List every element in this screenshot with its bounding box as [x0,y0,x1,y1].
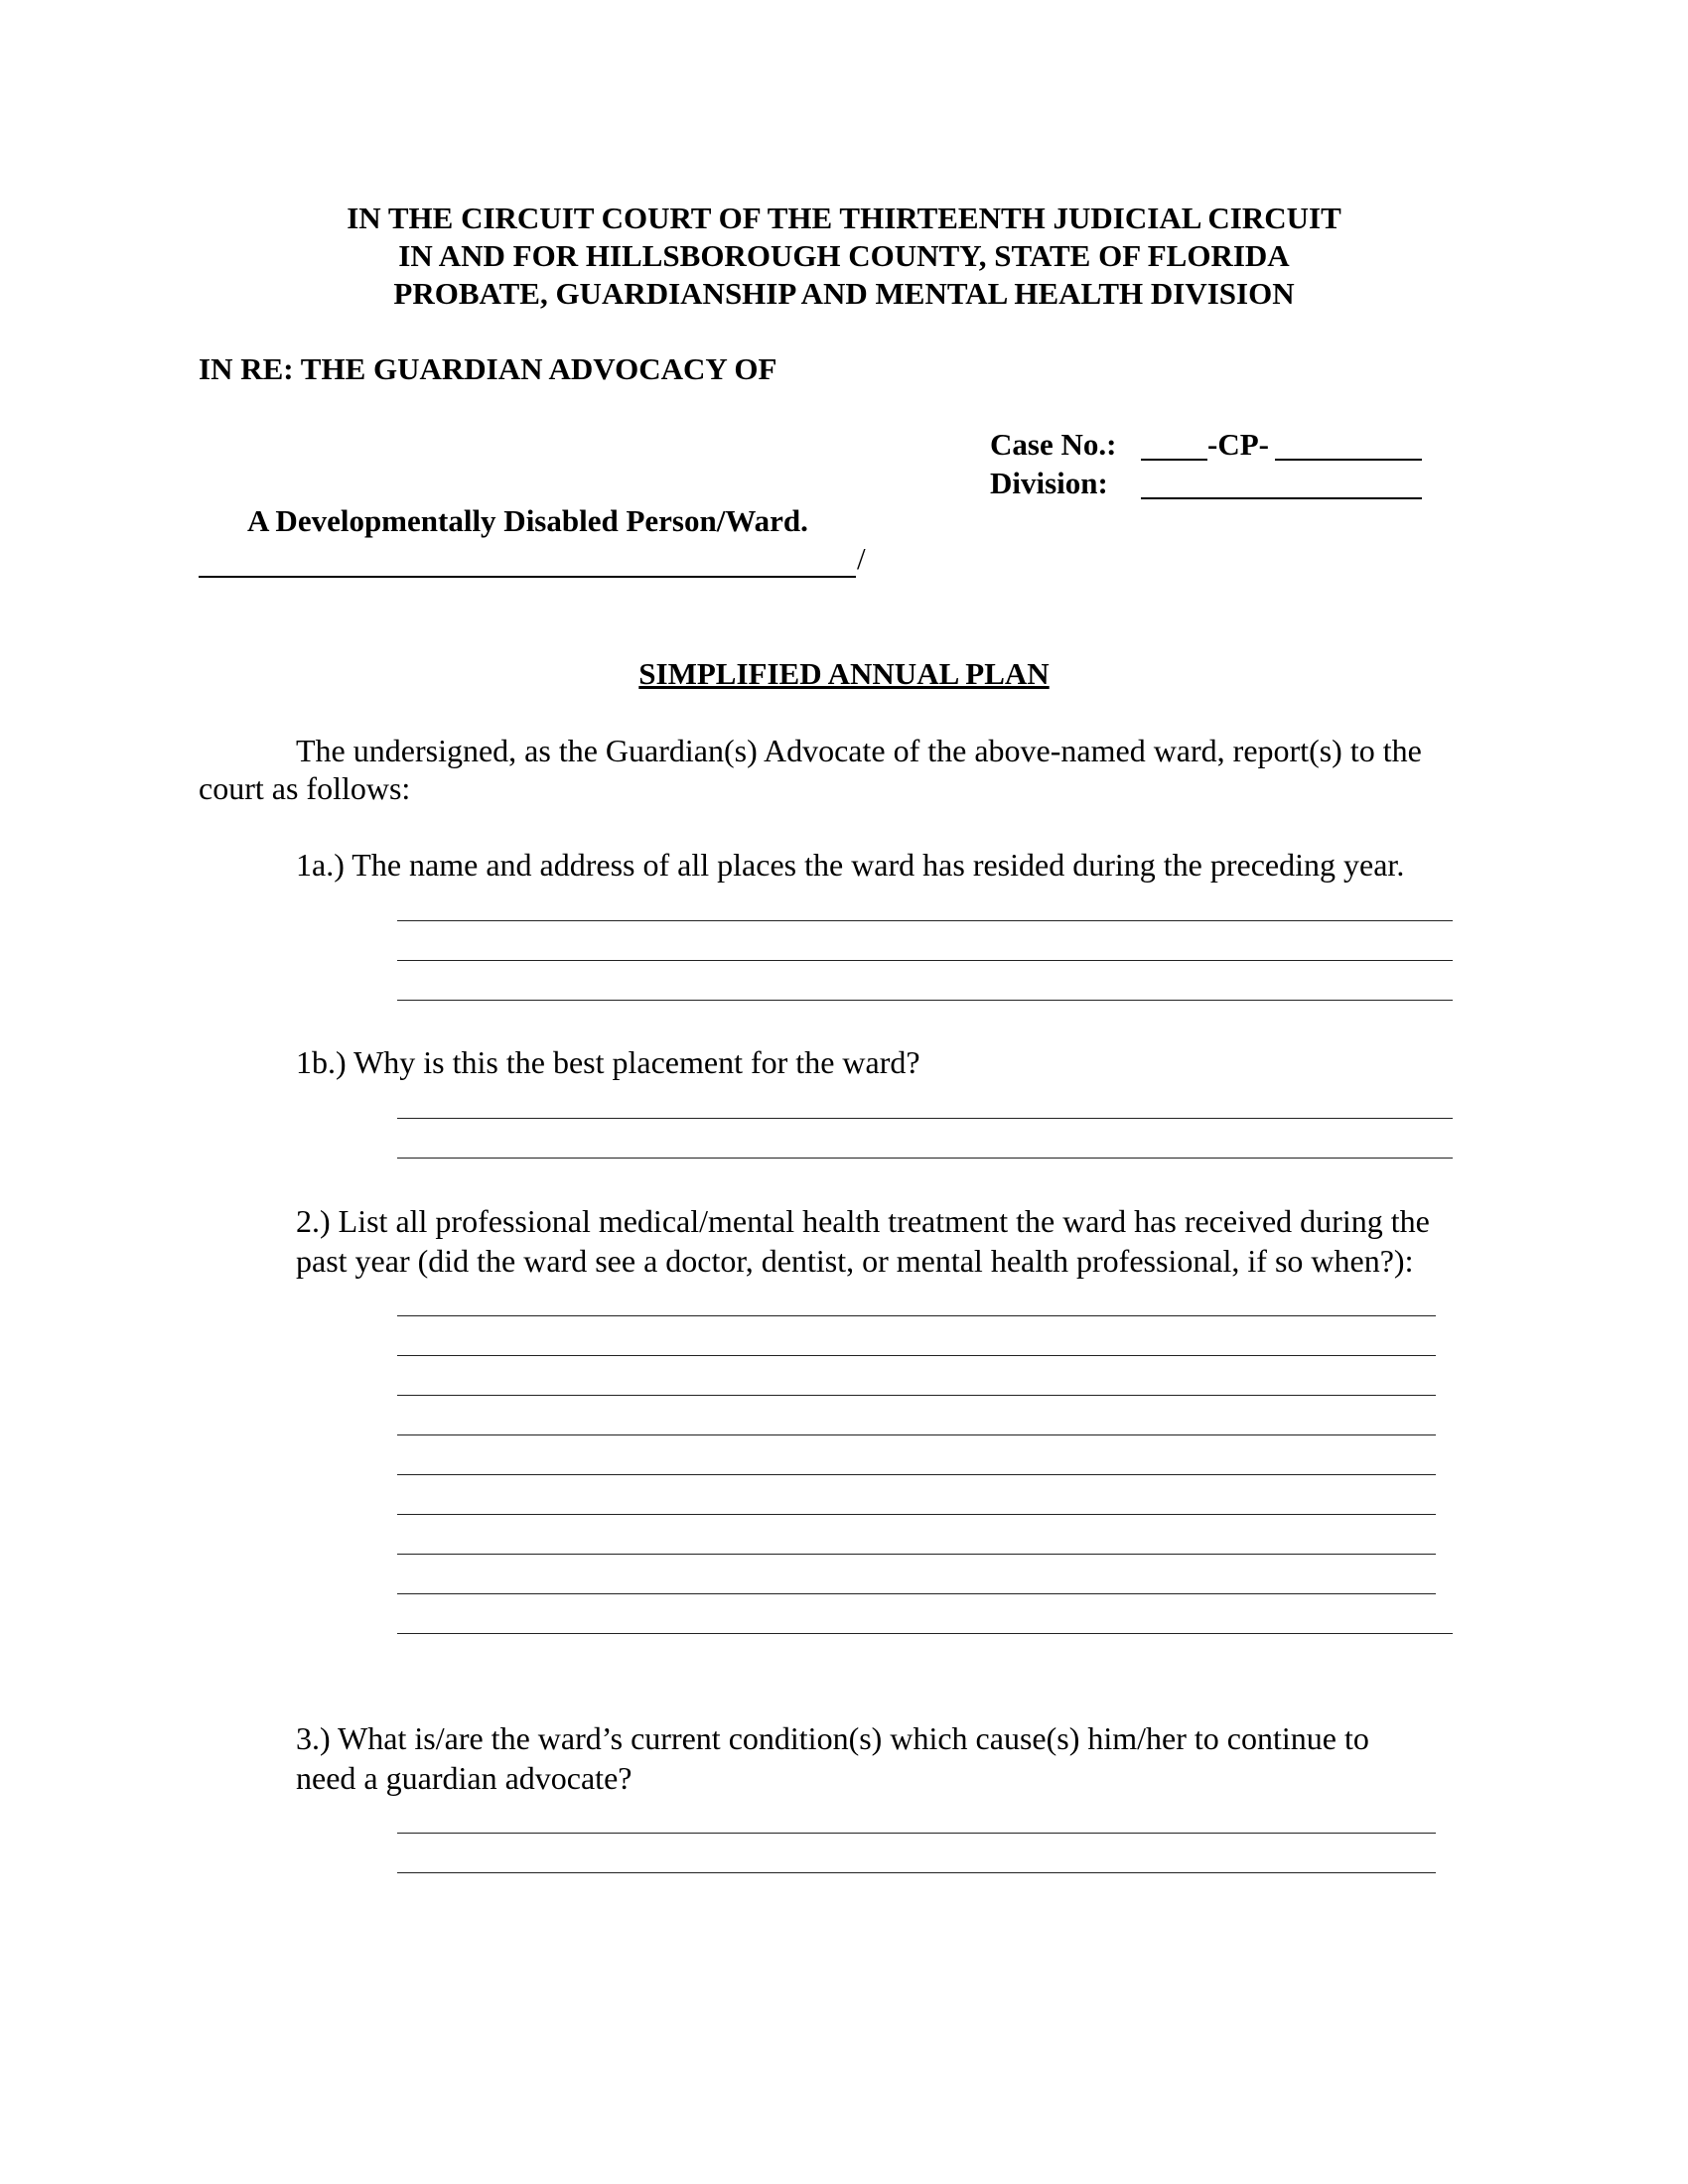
ward-label: A Developmentally Disabled Person/Ward. [247,503,808,538]
question-2-line-2: past year (did the ward see a doctor, dentist, or mental health professional, if so when?): [296,1243,1414,1279]
division-label: Division: [990,466,1108,500]
caption-slash: / [857,541,866,576]
answer-line-1b-1[interactable] [397,1118,1453,1119]
question-3-line-2: need a guardian advocate? [296,1760,633,1796]
case-number-label: Case No.: [990,427,1117,462]
ward-name-blank[interactable] [199,576,856,578]
answer-line-2-7[interactable] [397,1554,1436,1555]
answer-line-1a-1[interactable] [397,920,1453,921]
intro-line-1: The undersigned, as the Guardian(s) Advocate of the above-named ward, report(s) to the [296,733,1422,768]
in-re-heading: IN RE: THE GUARDIAN ADVOCACY OF [199,351,777,386]
answer-line-2-1[interactable] [397,1315,1436,1316]
court-caption-line-1: IN THE CIRCUIT COURT OF THE THIRTEENTH JUDICIAL CIRCUIT [347,201,1341,235]
answer-line-2-9[interactable] [397,1633,1453,1634]
question-3-line-1: 3.) What is/are the ward’s current condition(s) which cause(s) him/her to continue to [296,1720,1369,1756]
answer-line-2-4[interactable] [397,1434,1436,1435]
answer-line-3-1[interactable] [397,1833,1436,1834]
answer-line-2-5[interactable] [397,1474,1436,1475]
intro-line-2: court as follows: [199,770,411,806]
question-1b: 1b.) Why is this the best placement for the ward? [296,1044,920,1080]
case-number-cp: -CP- [1207,427,1269,462]
court-caption-line-3: PROBATE, GUARDIANSHIP AND MENTAL HEALTH DIVISION [393,276,1295,311]
answer-line-2-3[interactable] [397,1395,1436,1396]
answer-line-2-8[interactable] [397,1593,1436,1594]
case-number-blank[interactable] [1275,459,1422,461]
document-title: SIMPLIFIED ANNUAL PLAN [638,656,1050,691]
question-1a: 1a.) The name and address of all places the ward has resided during the preceding year. [296,847,1405,883]
court-caption-line-2: IN AND FOR HILLSBOROUGH COUNTY, STATE OF FLORIDA [398,238,1290,273]
answer-line-1b-2[interactable] [397,1158,1453,1159]
answer-line-1a-3[interactable] [397,1000,1453,1001]
answer-line-2-6[interactable] [397,1514,1436,1515]
answer-line-2-2[interactable] [397,1355,1436,1356]
answer-line-1a-2[interactable] [397,960,1453,961]
question-2-line-1: 2.) List all professional medical/mental health treatment the ward has received during the [296,1203,1430,1239]
answer-line-3-2[interactable] [397,1872,1436,1873]
division-blank[interactable] [1141,497,1422,499]
case-year-blank[interactable] [1141,459,1207,461]
